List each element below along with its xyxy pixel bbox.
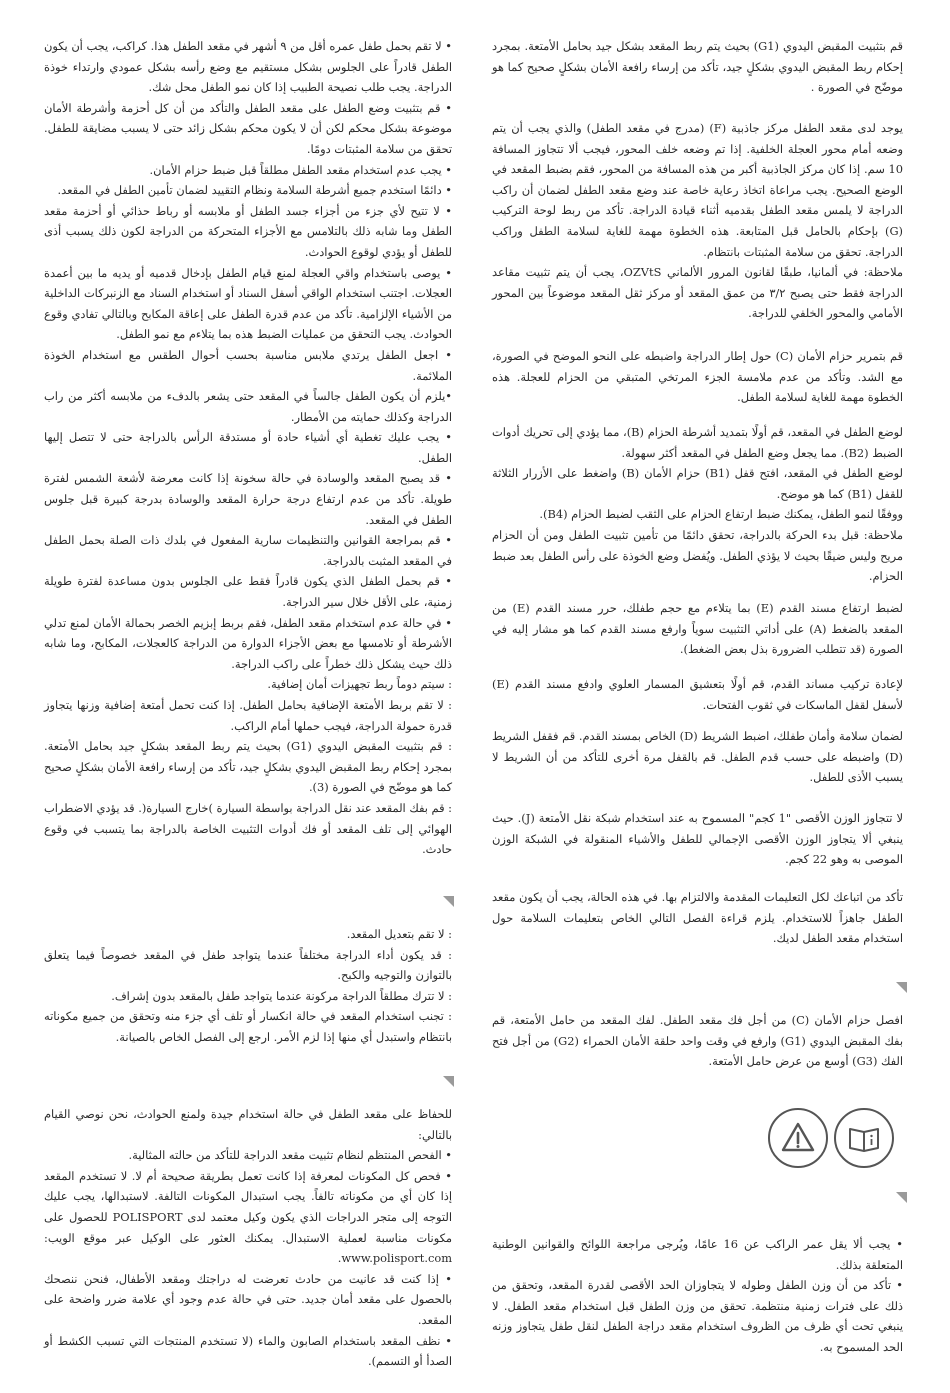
bullet: • قد يصبح المقعد والوسادة في حالة سخونة إذا كانت معرضة لأشعة الشمس لفترة طويلة. تأكد من عدم ارتفاع درجة حرارة المقعد والوسادة بدرجة كبيرة قبل جلوس الطفل في المقعد.: [44, 471, 452, 527]
bullet: : تجنب استخدام المقعد في حالة انكسار أو تلف أي جزء منه وتحقق من جميع مكوناته بانتظام واستبدل أي منها إذا لزم الأمر. ارجع إلى الفصل الخاص بالصيانة.: [44, 1009, 452, 1044]
bullet: : قد يكون أداء الدراجة مختلفاً عندما يتواجد طفل في المقعد خصوصاً فيما يتعلق بالتوازن والتوجيه والكبح.: [44, 947, 452, 983]
section-marker: [443, 896, 454, 907]
install-step-harness: [492, 422, 903, 587]
install-step-footrest: [492, 598, 903, 660]
bullet: • لا تقم بحمل طفل عمره أقل من ٩ أشهر في مقعد الطفل هذا. كراكب، يجب أن يكون الطفل قادراً على الجلوس بشكل مستقيم مع وضع رأسه بشكل عمودي وارتداء خوذة الدراجة. يجب طلب نصيحة الطبيب إذا كان نمو الطفل محل شك.: [43, 39, 452, 95]
bullet: : لا تترك مطلقاً الدراجة مركونة عندما يتواجد طفل بالمقعد بدون إشراف.: [111, 988, 452, 1003]
bullet: • يجب عليك تغطية أي أشياء حادة أو مستدقة الرأس بالدراجة حتى لا تتصل إليها الطفل.: [44, 430, 452, 465]
bullet: • قم بتثبيت وضع الطفل على مقعد الطفل والتأكد من أن كل أحزمة وأشرطة الأمان موضوعة بشكل محكم لكن أن لا يكون محكم بشكل زائد حتى لا يسبب مضايقة للطفل. تحقق من سلامة المثبتات دومًا.: [44, 100, 452, 156]
paragraph: لوضع الطفل في المقعد، قم أولًا بتمديد أشرطة الحزام (B)، مما يؤدي إلى تحريك أدوات الضبط (B2). مما يجعل وضع الطفل في المقعد أكثر سهولة.: [492, 425, 903, 460]
install-step-gravity: [492, 118, 903, 324]
paragraph: لا تتجاوز الوزن الأقصى "1 كجم" المسموح به عند استخدام شبكة نقل الأمتعة (J). حيث ينبغي ألا يتجاوز الوزن الأقصى الإجمالي للطفل والأشياء المنقولة في الشبكة الوزن الموصى به وهو 22 كجم.: [492, 811, 903, 867]
paragraph: افصل حزام الأمان (C) من أجل فك مقعد الطفل. لفك المقعد من حامل الأمتعة، قم بفك المقبض اليدوي (G1) وارفع في وقت واحد حلقة الأمان الحمراء (G2) من أجل فتح الفك (G3) أوسع من عرض حامل الأمتعة.: [492, 1013, 903, 1069]
install-step-handle: [492, 36, 903, 98]
section-marker: [896, 1192, 907, 1203]
paragraph: لوضع الطفل في المقعد، افتح قفل (B1) حزام الأمان (B) واضغط على الأزرار الثلاثة للقفل (B1) كما هو موضح.: [492, 466, 903, 501]
paragraph: ملاحظة: في ألمانيا، طبقًا لقانون المرور الألماني OZVtS، يجب أن يتم تثبيت مقاعد الدراجة فقط حتى يصبح ٣/٢ من عمق المقعد أو مركز ثقل المقعد موضوعاً بين المحور الأمامي والمحور الخلفي للدراجة.: [492, 265, 903, 321]
bullet: • دائمًا استخدم جميع أشرطة السلامة ونظام التقييد لضمان تأمين الطفل في المقعد.: [57, 183, 452, 198]
modification-warnings: [44, 924, 452, 1048]
bullet: •يلزم أن يكون الطفل جالساً في المقعد حتى يشعر بالدفء من ملابسه أكثر من راب الدراجة وكذلك حمايته من الأمطار.: [44, 389, 452, 424]
install-step-strap: [492, 346, 903, 408]
paragraph: قم بتثبيت المقبض اليدوي (G1) بحيث يتم ربط المقعد بشكل جيد بحامل الأمتعة. بمجرد إحكام ربط المقبض اليدوي بشكلٍ جيد، تأكد من إرساء رافعة الأمان بشكلٍ صحيح كما هو موضّح في الصورة .: [492, 39, 903, 95]
bullet: • اجعل الطفل يرتدي ملابس مناسبة بحسب أحوال الطقس مع استخدام الخوذة الملائمة.: [44, 347, 452, 383]
removal-section: [492, 1010, 903, 1072]
paragraph: ووفقًا لنمو الطفل، يمكنك ضبط ارتفاع الحزام على الثقب لضبط الحزام (B4).: [539, 507, 903, 522]
warning-icon: [768, 1108, 828, 1168]
install-step-footrest-strap: [492, 726, 903, 788]
bullet: • يوصى باستخدام واقي العجلة لمنع قيام الطفل بإدخال قدميه أو يديه ما بين أعمدة العجلات. اجتنب استخدام الواقي أسفل السناد أو استخدام السناد مع الزنبركات الداخلية من الأشياء الإلزامية. تأكد من عدم قدرة الطفل على إعاقة المكابح وبالتالي تفادي وقوع الحوادث. يجب التحقق من عمليات الضبط هذه بما يتلاءم مع نمو الطفل.: [44, 265, 452, 342]
bullet: : قم بفك المقعد عند نقل الدراجة بواسطة السيارة )خارج السيارة(. قد يؤدي الاضطراب الهوائي إلى تلف المقعد أو فك أدوات التثبيت الخاصة بالدراجة بما يتسبب في وقوع حادث.: [44, 800, 452, 857]
paragraph: لضمان سلامة وأمان طفلك، اضبط الشريط (D) الخاص بمسند القدم. قم فقفل الشريط (D) واضبطه على حسب قدم الطفل. قم بالقفل مرة أخرى للتأكد من أن الشريط لا يسبب الأذى للطفل.: [492, 729, 903, 785]
bullet: • في حالة عدم استخدام مقعد الطفل، فقم بربط إبزيم الخصر بحمالة الأمان لمنع تدلي الأشرطة أو تلامسها مع بعض الأجزاء الدوارة من الدراجة كالعجلات، المكابح، وما شابه ذلك حيث يشكل ذلك خطراً على راكب الدراجة.: [44, 615, 452, 671]
paragraph: ملاحظة: قبل بدء الحركة بالدراجة، تحقق دائمًا من تأمين تثبيت الطفل ومن أن الحزام مريح وليس ضيقًا بحيث لا يؤذي الطفل. ويُفضل وضع الخوذة على رأس الطفل بعد ضبط الحزام.: [492, 527, 903, 584]
bullet: • فحص كل المكونات لمعرفة إذا كانت تعمل بطريقة صحيحة أم لا. لا تستخدم المقعد إذا كان أي من مكوناته تالفاً. يجب استبدال المكونات التالفة. لاستبدالها، يجب عليك التوجه إلى متجر الدراجات الذي يكون وكيل معتمد لدى POLISPORT للحصول على مكونات مناسبة لعملية الاستبدال. يمكنك العثور على الوكيل عبر موقع الويب: www.polisport.com.: [44, 1168, 453, 1266]
bullet: • تأكد من أن وزن الطفل وطوله لا يتجاوزان الحد الأقصى لقدرة المقعد، وتحقق من ذلك على فترات زمنية منتظمة. تحقق من وزن الطفل قبل استخدام مقعد الطفل. لا ينبغي تحت أي ظرف من الظروف استخدام مقعد دراجة الطفل لنقل طفل يتجاوز وزنه الحد المسموح به.: [492, 1278, 903, 1354]
bullet: • إذا كنت قد عانيت من حادث تعرضت له دراجتك ومقعد الأطفال، فنحن ننصحك بالحصول على مقعد أمان جديد. حتى في حالة عدم وجود أي علامة ضرر واضحة على المقعد.: [44, 1271, 452, 1327]
paragraph: تأكد من اتباعك لكل التعليمات المقدمة والالتزام بها. في هذه الحالة، يجب أن يكون مقعد الطفل جاهزاً للاستخدام. يلزم قراءة الفصل التالي الخاص بتعليمات السلامة حول استخدام مقعد الطفل لديك.: [492, 890, 903, 946]
maintenance-section: [44, 1104, 452, 1372]
bullet: : سيتم دوماً ربط تجهيزات أمان إضافية.: [267, 677, 452, 692]
bullet: • قم بمراجعة القوانين والتنظيمات سارية المفعول في بلدك ذات الصلة بحمل الطفل في المقعد المثبت بالدراجة.: [44, 533, 452, 568]
bullet: • لا تتيح لأي جزء من أجزاء جسد الطفل أو ملابسه أو رباط حذائي أو أحزمة مقعد الطفل وما شابه ذلك بالتلامس مع الأجزاء المتحركة من الدراجة لكون ذلك يسبب أذى للطفل أو يؤدي لوقوع الحوادث.: [44, 203, 452, 259]
bullet: • يجب عدم استخدام مقعد الطفل مطلقاً قبل ضبط حزام الأمان.: [149, 162, 452, 177]
safety-warnings-column: [44, 36, 452, 860]
read-manual-icon: [834, 1108, 894, 1168]
section-marker: [443, 1076, 454, 1087]
maintenance-intro: للحفاظ على مقعد الطفل في حالة استخدام جيدة ولمنع الحوادث، نحن نوصي القيام بالتالي:: [44, 1107, 452, 1142]
paragraph: يوجد لدى مقعد الطفل مركز جاذبية (F) (مدرج في مقعد الطفل) والذي يجب أن يتم وضعه أمام محور العجلة الخلفية. إذا تم وضعه خلف المحور، فيجب ألا تتجاوز المسافة 10 سم. إذا كان مركز الجاذبية أكبر من هذه المسافة من المحور، فقم بضبط المقعد في الوضع الصحيح. يجب مراعاة اتخاذ رعاية خاصة عند وضع مقعد الطفل لضمان أن راكب الدراجة لا يلمس مقعد الطفل بقدميه أثناء قيادة الدراجة. تأكد من ربط لوحة التركيب (G) بإحكام بالحامل قبل المتابعة. هذه الخطوة مهمة للغاية لسلامة الطفل وراكب الدراجة. تحقق من سلامة المثبتات بانتظام.: [492, 121, 903, 259]
install-step-footrest-refit: [492, 674, 903, 715]
rider-requirements: [492, 1234, 903, 1358]
bullet: • الفحص المنتظم لنظام تثبيت مقعد الدراجة للتأكد من حالته المثالية.: [128, 1148, 452, 1163]
install-step-final: [492, 887, 903, 949]
bullet: : لا تقم بربط الأمتعة الإضافية بحامل الطفل. إذا كنت تحمل أمتعة إضافية وزنها يتجاوز قدرة حمولة الدراجة، فيجب حملها أمام الراكب.: [44, 698, 452, 733]
paragraph: لإعادة تركيب مساند القدم، قم أولًا بتعشيق المسمار العلوي وادفع مسند القدم (E) لأسفل لقفل الماسكات في ثقوب الفتحات.: [492, 677, 903, 712]
paragraph: قم بتمرير حزام الأمان (C) حول إطار الدراجة واضبطه على النحو الموضح في الصورة، مع الشد. وتأكد من عدم ملامسة الجزء المرتخي المتبقي من الحزام للعجلة. هذه الخطوة مهمة للغاية لسلامة الطفل.: [492, 349, 903, 405]
bullet: • نظف المقعد باستخدام الصابون والماء (لا تستخدم المنتجات التي تسبب الكشط أو الصدأ أو التسمم).: [44, 1333, 452, 1369]
bullet: • يجب ألا يقل عمر الراكب عن 16 عامًا، ويُرجى مراجعة اللوائح والقوانين الوطنية المتعلقة بذلك.: [492, 1237, 903, 1272]
paragraph: لضبط ارتفاع مسند القدم (E) بما يتلاءم مع حجم طفلك، حرر مسند القدم (E) من المقعد بالضغط (A) على أداتي التثبيت سوياً وارفع مسند القدم كما هو مشار إليه في الصورة (قد تتطلب الضرورة بذل بعض الضغط).: [492, 601, 903, 657]
bullet: : قم بتثبيت المقبض اليدوي (G1) بحيث يتم ربط المقعد بشكلٍ جيد بحامل الأمتعة. بمجرد إحكام ربط المقبض اليدوي بشكلٍ جيد، تأكد من إرساء رافعة الأمان بشكلٍ صحيح كما هو موضّح في الصورة (3).: [44, 739, 452, 795]
install-step-net: [492, 808, 903, 870]
bullet: : لا تقم بتعديل المقعد.: [346, 927, 452, 941]
section-marker: [896, 982, 907, 993]
safety-icons: [768, 1108, 908, 1174]
bullet: • قم بحمل الطفل الذي يكون قادراً فقط على الجلوس بدون مساعدة لفترة طويلة زمنية، على الأقل خلال سير الدراجة.: [44, 574, 452, 610]
